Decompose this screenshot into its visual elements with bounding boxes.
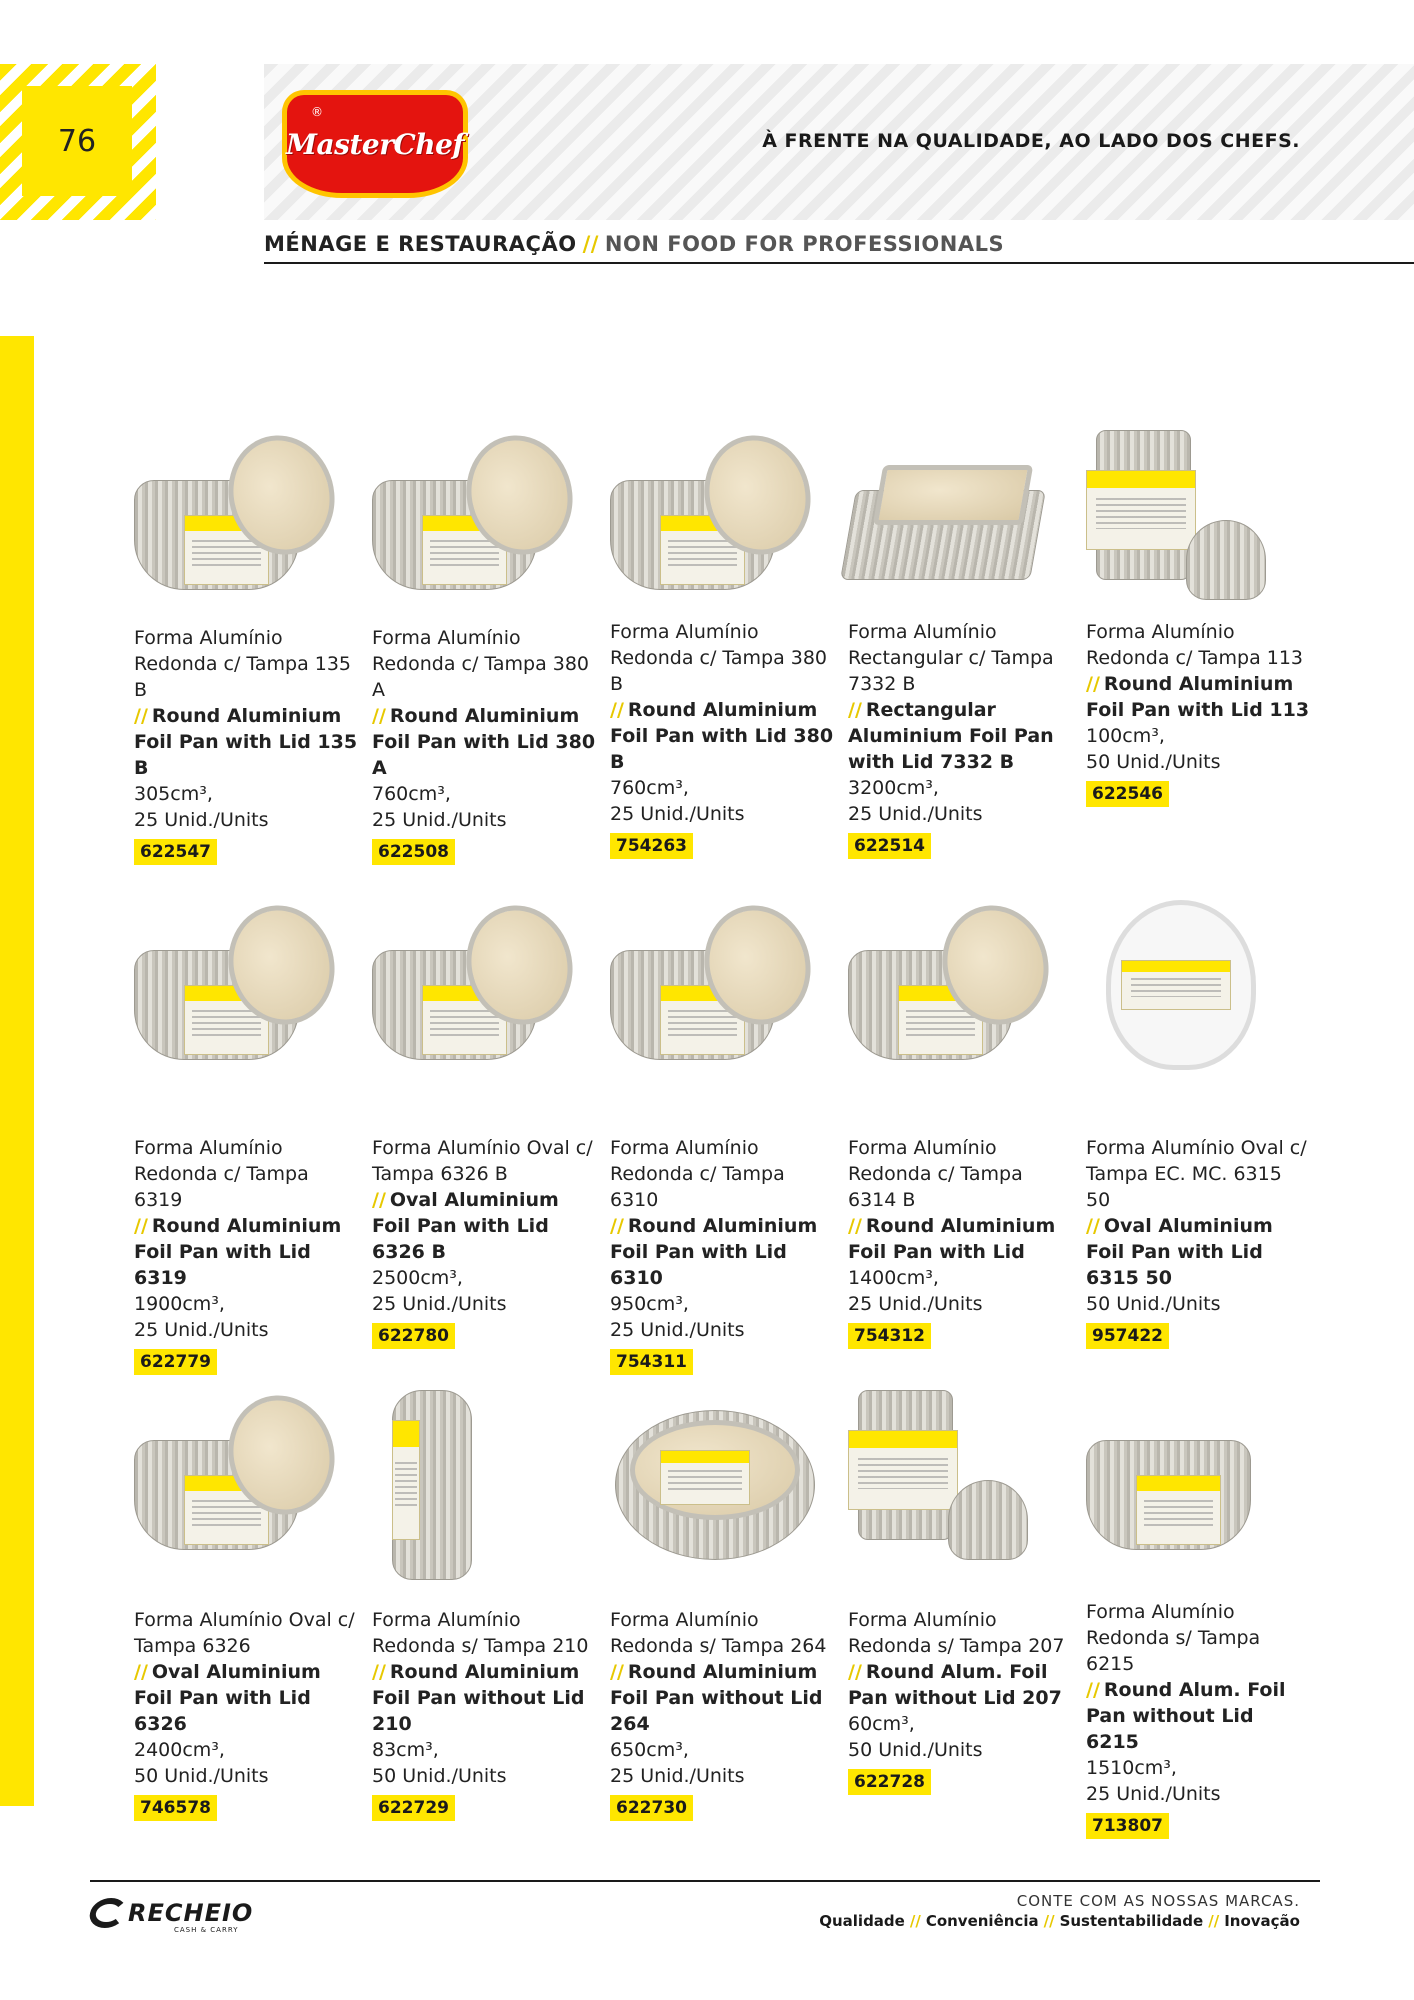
product-volume: 2500cm³, xyxy=(372,1267,463,1289)
section-title xyxy=(264,232,1004,256)
slash-separator: // xyxy=(848,1661,862,1683)
product-name-en-text: Round Alum. Foil Pan without Lid 207 xyxy=(848,1661,1062,1709)
product-name-en xyxy=(848,697,1072,775)
section-separator: // xyxy=(582,232,599,256)
product-name-en-text: Oval Aluminium Foil Pan with Lid 6315 50 xyxy=(1086,1215,1273,1289)
foil-cup-image xyxy=(1186,520,1266,600)
product-code-badge: 622514 xyxy=(848,833,931,859)
recheio-sub: CASH & CARRY xyxy=(174,1926,239,1934)
footer-sep: // xyxy=(909,1912,921,1930)
footer-value-2: Conveniência xyxy=(925,1912,1039,1930)
product-volume: 3200cm³, xyxy=(848,777,939,799)
product-code-badge: 713807 xyxy=(1086,1813,1169,1839)
product-units: 25 Unid./Units xyxy=(610,1319,745,1341)
footer-sep: // xyxy=(1208,1912,1220,1930)
product-name-en xyxy=(134,1659,358,1737)
product-volume: 1510cm³, xyxy=(1086,1757,1177,1779)
product-card xyxy=(134,1607,358,1821)
product-name-en xyxy=(134,1213,358,1291)
product-code-badge: 754263 xyxy=(610,833,693,859)
product-units: 50 Unid./Units xyxy=(134,1765,269,1787)
product-volume: 100cm³, xyxy=(1086,725,1165,747)
product-name-en-text: Round Aluminium Foil Pan with Lid 6319 xyxy=(134,1215,342,1289)
footer-value-4: Inovação xyxy=(1224,1912,1300,1930)
recheio-brand: RECHEIO xyxy=(128,1899,254,1927)
product-name-en-text: Round Aluminium Foil Pan with Lid xyxy=(848,1215,1056,1263)
product-code-badge: 622728 xyxy=(848,1769,931,1795)
tray-lid-image xyxy=(873,465,1034,525)
product-label xyxy=(1136,1475,1221,1545)
footer-sep: // xyxy=(1043,1912,1055,1930)
product-name-pt: Forma Alumínio Redonda c/ Tampa 135 B xyxy=(134,627,352,701)
product-name-en-text: Round Aluminium Foil Pan without Lid 210 xyxy=(372,1661,585,1735)
product-volume: 2400cm³, xyxy=(134,1739,225,1761)
product-name-en-text: Rectangular Aluminium Foil Pan with Lid 7332 B xyxy=(848,699,1054,773)
product-name-pt: Forma Alumínio Redonda c/ Tampa 6319 xyxy=(134,1137,309,1211)
product-label xyxy=(1121,960,1231,1010)
product-units: 25 Unid./Units xyxy=(610,1765,745,1787)
product-code-badge: 622547 xyxy=(134,839,217,865)
product-name-pt: Forma Alumínio Redonda s/ Tampa 6215 xyxy=(1086,1601,1261,1675)
product-card xyxy=(372,625,596,865)
product-card xyxy=(1086,1599,1310,1839)
product-name-pt: Forma Alumínio Redonda s/ Tampa 210 xyxy=(372,1609,589,1657)
footer-value-1: Qualidade xyxy=(819,1912,905,1930)
product-volume: 760cm³, xyxy=(610,777,689,799)
product-label xyxy=(848,1430,958,1510)
product-name-pt: Forma Alumínio Redonda c/ Tampa 6314 B xyxy=(848,1137,1023,1211)
product-name-en xyxy=(134,703,358,781)
product-card xyxy=(134,1135,358,1375)
product-name-en xyxy=(1086,1213,1310,1291)
product-units: 25 Unid./Units xyxy=(134,1319,269,1341)
product-volume: 1900cm³, xyxy=(134,1293,225,1315)
masterchef-logo xyxy=(282,90,468,198)
slash-separator: // xyxy=(1086,1679,1100,1701)
product-card xyxy=(372,1607,596,1821)
product-units: 25 Unid./Units xyxy=(372,809,507,831)
product-volume: 1400cm³, xyxy=(848,1267,939,1289)
logo-text: MasterChef xyxy=(286,127,464,161)
product-volume: 760cm³, xyxy=(372,783,451,805)
product-units: 50 Unid./Units xyxy=(372,1765,507,1787)
product-units: 50 Unid./Units xyxy=(1086,1293,1221,1315)
product-code-badge: 622508 xyxy=(372,839,455,865)
product-name-en xyxy=(610,697,834,775)
product-name-en-text: Round Aluminium Foil Pan with Lid 6310 xyxy=(610,1215,818,1289)
product-label xyxy=(660,1450,750,1505)
product-name-pt: Forma Alumínio Rectangular c/ Tampa 7332 B xyxy=(848,621,1054,695)
product-units: 25 Unid./Units xyxy=(372,1293,507,1315)
product-card xyxy=(610,619,834,859)
product-code-badge: 622779 xyxy=(134,1349,217,1375)
product-code-badge: 957422 xyxy=(1086,1323,1169,1349)
product-code-badge: 622729 xyxy=(372,1795,455,1821)
product-name-en-text: Oval Aluminium Foil Pan with Lid 6326 xyxy=(134,1661,321,1735)
product-volume: 950cm³, xyxy=(610,1293,689,1315)
slash-separator: // xyxy=(1086,1215,1100,1237)
page-number-box xyxy=(0,64,156,220)
product-name-en-text: Round Aluminium Foil Pan with Lid 380 A xyxy=(372,705,596,779)
page-number: 76 xyxy=(57,123,97,159)
product-name-en-text: Round Aluminium Foil Pan with Lid 380 B xyxy=(610,699,834,773)
slash-separator: // xyxy=(1086,673,1100,695)
registered-mark: ® xyxy=(311,105,323,119)
product-name-en xyxy=(610,1213,834,1291)
product-code-badge: 754311 xyxy=(610,1349,693,1375)
slash-separator: // xyxy=(134,1661,148,1683)
product-code-badge: 754312 xyxy=(848,1323,931,1349)
slash-separator: // xyxy=(372,1661,386,1683)
foil-cup-image xyxy=(948,1480,1028,1560)
footer-divider xyxy=(90,1880,1320,1882)
slash-separator: // xyxy=(134,705,148,727)
product-units: 25 Unid./Units xyxy=(134,809,269,831)
product-name-en xyxy=(610,1659,834,1737)
product-card xyxy=(134,625,358,865)
product-card xyxy=(1086,1135,1310,1349)
section-title-pt: MÉNAGE E RESTAURAÇÃO xyxy=(264,232,577,256)
product-card xyxy=(848,1607,1072,1795)
product-units: 25 Unid./Units xyxy=(848,1293,983,1315)
product-label xyxy=(1086,470,1196,550)
slash-separator: // xyxy=(848,699,862,721)
product-code-badge: 622780 xyxy=(372,1323,455,1349)
product-code-badge: 622730 xyxy=(610,1795,693,1821)
product-label xyxy=(392,1420,420,1540)
page-number-inner xyxy=(22,86,132,196)
product-card xyxy=(610,1135,834,1375)
product-volume: 83cm³, xyxy=(372,1739,439,1761)
product-name-en xyxy=(848,1213,1072,1265)
slogan: À FRENTE NA QUALIDADE, AO LADO DOS CHEFS. xyxy=(762,130,1300,152)
product-name-en xyxy=(372,1187,596,1265)
product-name-en xyxy=(372,1659,596,1737)
section-divider xyxy=(264,262,1414,264)
product-card xyxy=(848,619,1072,859)
product-name-pt: Forma Alumínio Redonda c/ Tampa 380 B xyxy=(610,621,828,695)
product-card xyxy=(1086,619,1310,807)
slash-separator: // xyxy=(610,1215,624,1237)
product-name-pt: Forma Alumínio Redonda s/ Tampa 264 xyxy=(610,1609,827,1657)
product-name-pt: Forma Alumínio Redonda s/ Tampa 207 xyxy=(848,1609,1065,1657)
product-card xyxy=(372,1135,596,1349)
section-title-en: NON FOOD FOR PROFESSIONALS xyxy=(604,232,1005,256)
product-name-en xyxy=(1086,671,1310,723)
product-name-pt: Forma Alumínio Oval c/ Tampa 6326 xyxy=(134,1609,355,1657)
product-volume: 60cm³, xyxy=(848,1713,915,1735)
footer-value-3: Sustentabilidade xyxy=(1059,1912,1204,1930)
product-name-pt: Forma Alumínio Redonda c/ Tampa 113 xyxy=(1086,621,1304,669)
slash-separator: // xyxy=(372,705,386,727)
product-units: 50 Unid./Units xyxy=(848,1739,983,1761)
product-name-en-text: Oval Aluminium Foil Pan with Lid 6326 B xyxy=(372,1189,559,1263)
footer-tagline xyxy=(819,1892,1300,1930)
product-name-en-text: Round Aluminium Foil Pan without Lid 264 xyxy=(610,1661,823,1735)
product-code-badge: 622546 xyxy=(1086,781,1169,807)
slash-separator: // xyxy=(610,699,624,721)
slash-separator: // xyxy=(134,1215,148,1237)
product-name-pt: Forma Alumínio Redonda c/ Tampa 380 A xyxy=(372,627,590,701)
product-name-pt: Forma Alumínio Oval c/ Tampa 6326 B xyxy=(372,1137,593,1185)
slash-separator: // xyxy=(848,1215,862,1237)
product-units: 25 Unid./Units xyxy=(848,803,983,825)
product-name-pt: Forma Alumínio Oval c/ Tampa EC. MC. 6315 50 xyxy=(1086,1137,1307,1211)
footer-line1: CONTE COM AS NOSSAS MARCAS. xyxy=(1016,1892,1300,1910)
product-name-pt: Forma Alumínio Redonda c/ Tampa 6310 xyxy=(610,1137,785,1211)
product-volume: 305cm³, xyxy=(134,783,213,805)
slash-separator: // xyxy=(372,1189,386,1211)
product-code-badge: 746578 xyxy=(134,1795,217,1821)
product-name-en-text: Round Aluminium Foil Pan with Lid 113 xyxy=(1086,673,1310,721)
product-units: 25 Unid./Units xyxy=(1086,1783,1221,1805)
product-name-en xyxy=(1086,1677,1310,1755)
recheio-logo xyxy=(90,1898,254,1934)
recheio-c-icon xyxy=(87,1898,129,1928)
product-units: 25 Unid./Units xyxy=(610,803,745,825)
product-volume: 650cm³, xyxy=(610,1739,689,1761)
product-card xyxy=(610,1607,834,1821)
product-card xyxy=(848,1135,1072,1349)
product-name-en-text: Round Aluminium Foil Pan with Lid 135 B xyxy=(134,705,358,779)
product-name-en xyxy=(848,1659,1072,1711)
slash-separator: // xyxy=(610,1661,624,1683)
product-units: 50 Unid./Units xyxy=(1086,751,1221,773)
left-yellow-bar xyxy=(0,336,34,1806)
product-name-en-text: Round Alum. Foil Pan without Lid 6215 xyxy=(1086,1679,1286,1753)
footer-values xyxy=(819,1912,1300,1930)
product-name-en xyxy=(372,703,596,781)
